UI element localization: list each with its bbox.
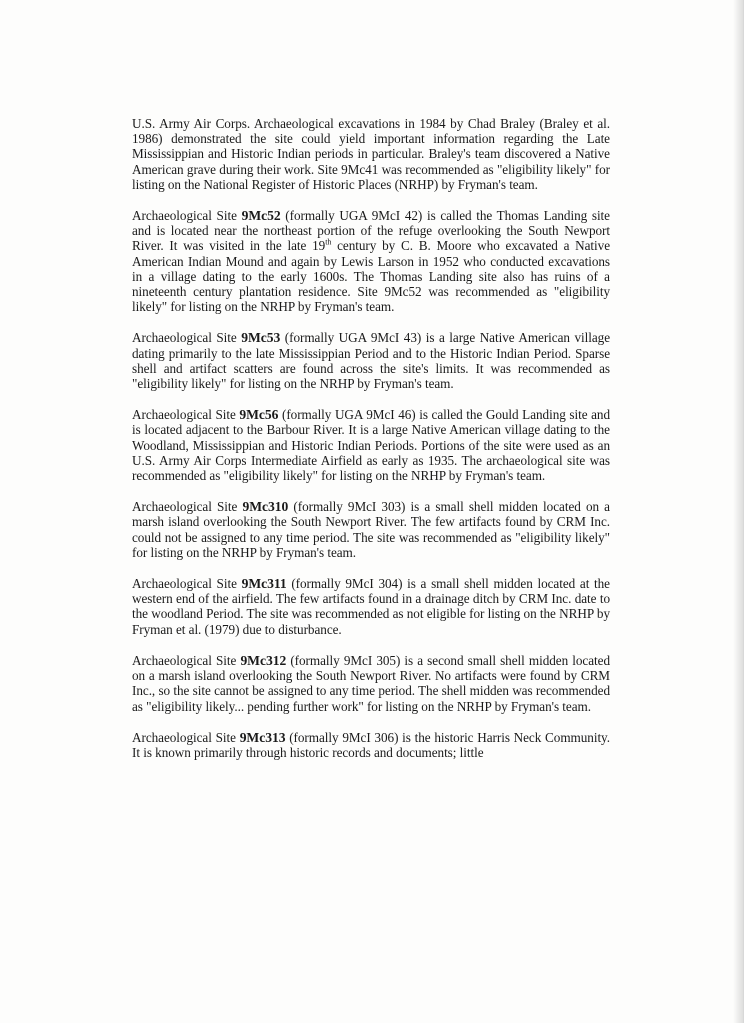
scan-edge-shadow — [733, 0, 743, 1023]
paragraph-9mc52 — [132, 208, 610, 314]
paragraph-text: (formally 9McI 303) is a small shell midden located on a marsh island overlooking the South Newport River. The few artifacts found by CRM Inc. could not be assigned to any time period. The site was recommended as "eligibility likely" for listing on the NRHP by Fryman's team. — [132, 499, 610, 560]
paragraph-text-continued: century by C. B. Moore who excavated a Native American Indian Mound and again by Lewis Larson in 1952 who conducted excavations in a village dating to the early 1600s. The Thomas Landing site also has ruins of a nineteenth century plantation residence. Site 9Mc52 was recommended as "eligibility likely" for listing on the NRHP by Fryman's team. — [132, 238, 611, 315]
paragraph-9mc310 — [132, 499, 610, 560]
paragraph-lead: Archaeological Site — [132, 499, 243, 515]
site-number: 9Mc311 — [241, 576, 287, 592]
paragraph-text: (formally UGA 9McI 42) is called the Thomas Landing site and is located near the northeast portion of the refuge overlooking the South Newport River. It was visited in the late 19 — [132, 208, 610, 254]
paragraph-text: U.S. Army Air Corps. Archaeological excavations in 1984 by Chad Braley (Braley et al. 1986) demonstrated the site could yield important information regarding the Late Mississippian and Historic Indian periods in particular. Braley's team discovered a Native American grave during their work. Site 9Mc41 was recommended as "eligibility likely" for listing on the National Register of Historic Places (NRHP) by Fryman's team. — [132, 116, 610, 192]
paragraph-text: (formally 9McI 306) is the historic Harris Neck Community. It is known primarily through historic records and documents; little — [132, 729, 610, 760]
site-number: 9Mc312 — [240, 652, 287, 668]
paragraph-9mc41 — [132, 116, 610, 192]
paragraph-lead: Archaeological Site — [132, 407, 240, 423]
site-number: 9Mc52 — [241, 208, 281, 224]
paragraph-9mc53 — [132, 330, 610, 391]
paragraph-text: (formally 9McI 305) is a second small shell midden located on a marsh island overlooking the South Newport River. No artifacts were found by CRM Inc., so the site cannot be assigned to any time period. The shell midden was recommended as "eligibility likely... pending further work" for listing on the NRHP by Fryman's team. — [132, 652, 610, 714]
paragraph-9mc56 — [132, 407, 610, 483]
paragraph-text: (formally UGA 9McI 43) is a large Native American village dating primarily to the late Mississippian Period and to the Historic Indian Period. Sparse shell and artifact scatters are found across the site's limits. It was recommended as "eligibility likely" for listing on the NRHP by Fryman's team. — [132, 330, 610, 392]
superscript: th — [325, 238, 332, 248]
site-number: 9Mc53 — [241, 330, 281, 346]
paragraph-9mc311 — [132, 576, 610, 637]
paragraph-text: (formally 9McI 304) is a small shell midden located at the western end of the airfield. The few artifacts found in a drainage ditch by CRM Inc. date to the woodland Period. The site was recommended as not eligible for listing on the NRHP by Fryman et al. (1979) due to disturbance. — [132, 576, 610, 637]
site-number: 9Mc310 — [242, 499, 289, 515]
paragraph-lead: Archaeological Site — [132, 576, 242, 592]
paragraph-lead: Archaeological Site — [132, 729, 240, 745]
site-number: 9Mc56 — [239, 407, 279, 423]
paragraph-lead: Archaeological Site — [132, 652, 241, 668]
paragraph-9mc312 — [132, 653, 610, 714]
paragraph-lead: Archaeological Site — [132, 208, 242, 224]
body-text — [132, 116, 610, 776]
site-number: 9Mc313 — [239, 729, 286, 745]
paragraph-9mc313 — [132, 730, 610, 760]
paragraph-lead: Archaeological Site — [132, 330, 242, 346]
paragraph-text: (formally UGA 9McI 46) is called the Gould Landing site and is located adjacent to the Barbour River. It is a large Native American village dating to the Woodland, Mississippian and Historic Indian Periods. Portions of the site were used as an U.S. Army Air Corps Intermediate Airfield as early as 1935. The archaeological site was recommended as "eligibility likely" for listing on the NRHP by Fryman's team. — [132, 407, 610, 484]
